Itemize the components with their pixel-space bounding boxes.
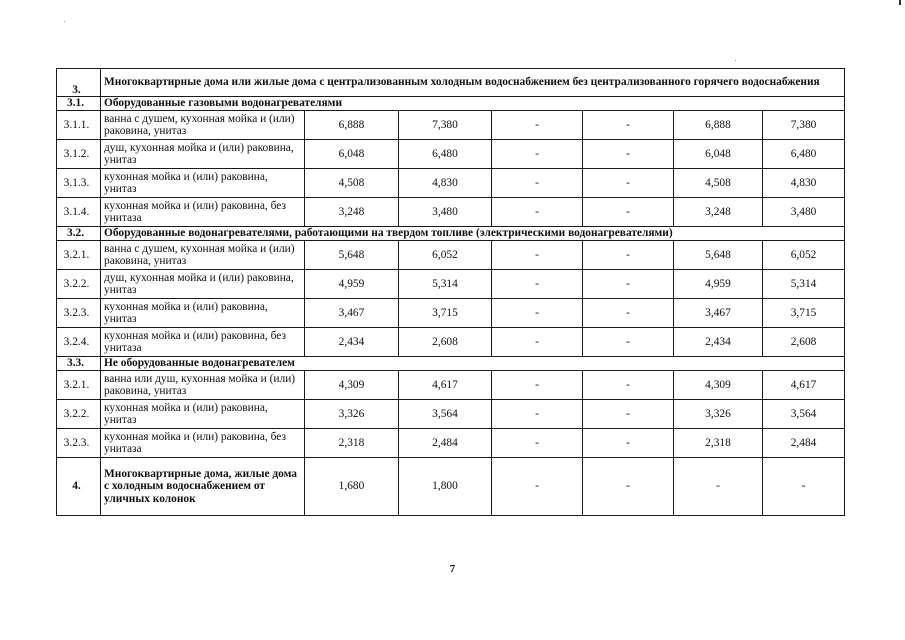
value-cell: 7,380 [399, 111, 492, 140]
row-description: кухонная мойка и (или) раковина, без унитаза [101, 198, 305, 227]
scan-speck [64, 21, 65, 22]
value-cell: 4,617 [399, 371, 492, 400]
table-row [57, 371, 845, 400]
value-cell: 3,467 [305, 299, 399, 328]
value-cell: 2,318 [305, 429, 399, 458]
value-cell: - [492, 270, 583, 299]
value-cell: 4,959 [674, 270, 763, 299]
value-cell: 3,248 [674, 198, 763, 227]
table-row [57, 169, 845, 198]
value-cell: - [492, 241, 583, 270]
value-cell: 4,309 [674, 371, 763, 400]
value-cell: 4,309 [305, 371, 399, 400]
value-cell: 2,484 [399, 429, 492, 458]
value-cell: 4,830 [763, 169, 845, 198]
row-description: кухонная мойка и (или) раковина, унитаз [101, 299, 305, 328]
value-cell: 5,314 [399, 270, 492, 299]
row-code: 3.2.1. [57, 241, 101, 270]
value-cell: - [583, 241, 674, 270]
table-body [57, 69, 845, 516]
table-row [57, 328, 845, 357]
value-cell: - [583, 429, 674, 458]
value-cell: 7,380 [763, 111, 845, 140]
table-row [57, 140, 845, 169]
value-cell: - [583, 198, 674, 227]
row-description: кухонная мойка и (или) раковина, без унитаза [101, 429, 305, 458]
row-code: 3.1.1. [57, 111, 101, 140]
tariff-table [56, 68, 845, 516]
row-description: Многоквартирные дома, жилые дома с холодным водоснабжением от уличных колонок [101, 458, 305, 516]
header-row [57, 69, 845, 97]
table-row [57, 458, 845, 516]
value-cell: - [492, 458, 583, 516]
value-cell: 6,048 [305, 140, 399, 169]
value-cell: 5,314 [763, 270, 845, 299]
section-code: 3. [57, 69, 101, 97]
scan-mark [899, 0, 901, 5]
value-cell: 3,326 [305, 400, 399, 429]
table-row [57, 241, 845, 270]
value-cell: - [492, 400, 583, 429]
value-cell: - [583, 169, 674, 198]
value-cell: - [674, 458, 763, 516]
row-code: 3.2.2. [57, 270, 101, 299]
value-cell: - [763, 458, 845, 516]
table-row [57, 270, 845, 299]
table-row [57, 111, 845, 140]
value-cell: 4,508 [305, 169, 399, 198]
section-row [57, 227, 845, 241]
value-cell: 5,648 [674, 241, 763, 270]
section-code: 3.1. [57, 97, 101, 111]
section-row [57, 357, 845, 371]
value-cell: 2,484 [763, 429, 845, 458]
table-row [57, 429, 845, 458]
section-title: Многоквартирные дома или жилые дома с централизованным холодным водоснабжением без централизованного горячего водоснабжения [101, 69, 845, 97]
value-cell: - [492, 371, 583, 400]
value-cell: 4,617 [763, 371, 845, 400]
row-description: ванна или душ, кухонная мойка и (или) раковина, унитаз [101, 371, 305, 400]
value-cell: 6,480 [399, 140, 492, 169]
value-cell: - [492, 328, 583, 357]
table-row [57, 299, 845, 328]
value-cell: 2,434 [674, 328, 763, 357]
value-cell: 6,480 [763, 140, 845, 169]
value-cell: 4,508 [674, 169, 763, 198]
value-cell: 6,052 [399, 241, 492, 270]
value-cell: 3,715 [763, 299, 845, 328]
value-cell: 3,564 [399, 400, 492, 429]
row-code: 3.1.3. [57, 169, 101, 198]
value-cell: - [583, 111, 674, 140]
value-cell: 2,608 [399, 328, 492, 357]
value-cell: 4,830 [399, 169, 492, 198]
value-cell: - [492, 299, 583, 328]
value-cell: 3,480 [763, 198, 845, 227]
value-cell: 6,888 [305, 111, 399, 140]
value-cell: 3,480 [399, 198, 492, 227]
value-cell: 6,052 [763, 241, 845, 270]
value-cell: 1,800 [399, 458, 492, 516]
value-cell: - [492, 429, 583, 458]
value-cell: 2,434 [305, 328, 399, 357]
section-title: Оборудованные газовыми водонагревателями [101, 97, 845, 111]
row-description: ванна с душем, кухонная мойка и (или) раковина, унитаз [101, 111, 305, 140]
row-description: душ, кухонная мойка и (или) раковина, унитаз [101, 270, 305, 299]
row-description: кухонная мойка и (или) раковина, без унитаза [101, 328, 305, 357]
value-cell: 3,467 [674, 299, 763, 328]
value-cell: - [492, 169, 583, 198]
row-code: 3.2.3. [57, 299, 101, 328]
row-description: ванна с душем, кухонная мойка и (или) раковина, унитаз [101, 241, 305, 270]
row-description: кухонная мойка и (или) раковина, унитаз [101, 169, 305, 198]
row-code: 3.1.2. [57, 140, 101, 169]
page-number: 7 [449, 563, 456, 575]
value-cell: 3,248 [305, 198, 399, 227]
row-code: 3.2.1. [57, 371, 101, 400]
value-cell: 5,648 [305, 241, 399, 270]
row-code: 3.2.2. [57, 400, 101, 429]
row-description: душ, кухонная мойка и (или) раковина, унитаз [101, 140, 305, 169]
row-code: 4. [57, 458, 101, 516]
value-cell: - [492, 140, 583, 169]
value-cell: 4,959 [305, 270, 399, 299]
section-row [57, 97, 845, 111]
value-cell: - [583, 458, 674, 516]
value-cell: 2,608 [763, 328, 845, 357]
value-cell: 3,715 [399, 299, 492, 328]
row-code: 3.1.4. [57, 198, 101, 227]
row-description: кухонная мойка и (или) раковина, унитаз [101, 400, 305, 429]
section-title: Оборудованные водонагревателями, работающими на твердом топливе (электрическими водонагревателями) [101, 227, 845, 241]
value-cell: - [492, 111, 583, 140]
value-cell: 6,888 [674, 111, 763, 140]
row-code: 3.2.3. [57, 429, 101, 458]
value-cell: 1,680 [305, 458, 399, 516]
section-title: Не оборудованные водонагревателем [101, 357, 845, 371]
value-cell: - [583, 270, 674, 299]
row-code: 3.2.4. [57, 328, 101, 357]
value-cell: - [583, 328, 674, 357]
value-cell: - [583, 140, 674, 169]
table-row [57, 400, 845, 429]
value-cell: 6,048 [674, 140, 763, 169]
scan-speck [735, 60, 736, 61]
value-cell: 3,564 [763, 400, 845, 429]
value-cell: - [583, 371, 674, 400]
value-cell: 3,326 [674, 400, 763, 429]
value-cell: - [492, 198, 583, 227]
value-cell: - [583, 400, 674, 429]
table-row [57, 198, 845, 227]
section-code: 3.3. [57, 357, 101, 371]
value-cell: 2,318 [674, 429, 763, 458]
section-code: 3.2. [57, 227, 101, 241]
value-cell: - [583, 299, 674, 328]
